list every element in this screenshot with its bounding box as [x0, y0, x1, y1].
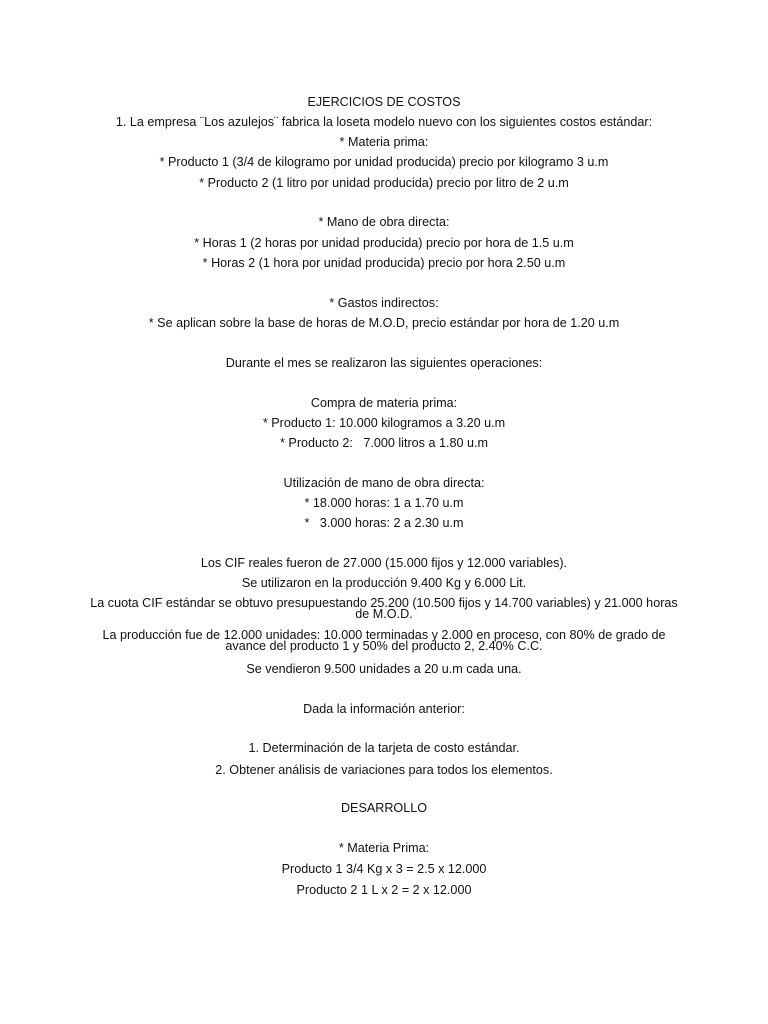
utilizacion-item-2: * 3.000 horas: 2 a 2.30 u.m: [304, 516, 464, 530]
fact-cif-reales: Los CIF reales fueron de 27.000 (15.000 fijos y 12.000 variables).: [200, 556, 568, 570]
fact-produccion: La producción fue de 12.000 unidades: 10.000 terminadas y 2.000 en proceso, con 80% de grado de avance del producto 1 y 50% del producto 2, 2.40% C.C.: [102, 628, 666, 653]
problem-intro: 1. La empresa ¨Los azulejos¨ fabrica la loseta modelo nuevo con los siguientes costos estándar:: [115, 115, 653, 129]
utilizacion-item-1: * 18.000 horas: 1 a 1.70 u.m: [304, 496, 464, 510]
document-title: EJERCICIOS DE COSTOS: [307, 95, 461, 109]
gastos-indirectos-item-1: * Se aplican sobre la base de horas de M.O.D, precio estándar por hora de 1.20 u.m: [148, 316, 620, 330]
fact-consumo: Se utilizaron en la producción 9.400 Kg y 6.000 Lit.: [241, 576, 527, 590]
task-1: 1. Determinación de la tarjeta de costo estándar.: [248, 741, 520, 755]
mano-de-obra-item-1: * Horas 1 (2 horas por unidad producida) precio por hora de 1.5 u.m: [194, 236, 574, 250]
operations-intro: Durante el mes se realizaron las siguientes operaciones:: [225, 356, 543, 370]
development-heading: DESARROLLO: [340, 801, 428, 815]
development-line-2: Producto 2 1 L x 2 = 2 x 12.000: [296, 883, 472, 897]
compra-item-2: * Producto 2: 7.000 litros a 1.80 u.m: [280, 436, 488, 450]
utilizacion-heading: Utilización de mano de obra directa:: [283, 476, 485, 490]
materia-prima-item-2: * Producto 2 (1 litro por unidad producida) precio por litro de 2 u.m: [199, 176, 569, 190]
given-text: Dada la información anterior:: [303, 702, 465, 716]
gastos-indirectos-heading: * Gastos indirectos:: [329, 296, 439, 310]
development-subheading: * Materia Prima:: [338, 841, 430, 855]
mano-de-obra-item-2: * Horas 2 (1 hora por unidad producida) precio por hora 2.50 u.m: [202, 256, 566, 270]
fact-ventas: Se vendieron 9.500 unidades a 20 u.m cada una.: [246, 662, 522, 676]
mano-de-obra-heading: * Mano de obra directa:: [318, 215, 450, 229]
fact-cuota-cif: La cuota CIF estándar se obtuvo presupuestando 25.200 (10.500 fijos y 14.700 variables) y 21.000 horas de M.O.D.: [90, 596, 678, 621]
materia-prima-heading: * Materia prima:: [339, 135, 429, 149]
task-2: 2. Obtener análisis de variaciones para todos los elementos.: [215, 763, 553, 777]
compra-item-1: * Producto 1: 10.000 kilogramos a 3.20 u.m: [262, 416, 506, 430]
development-line-1: Producto 1 3/4 Kg x 3 = 2.5 x 12.000: [281, 862, 487, 876]
compra-heading: Compra de materia prima:: [310, 396, 458, 410]
materia-prima-item-1: * Producto 1 (3/4 de kilogramo por unidad producida) precio por kilogramo 3 u.m: [159, 155, 609, 169]
